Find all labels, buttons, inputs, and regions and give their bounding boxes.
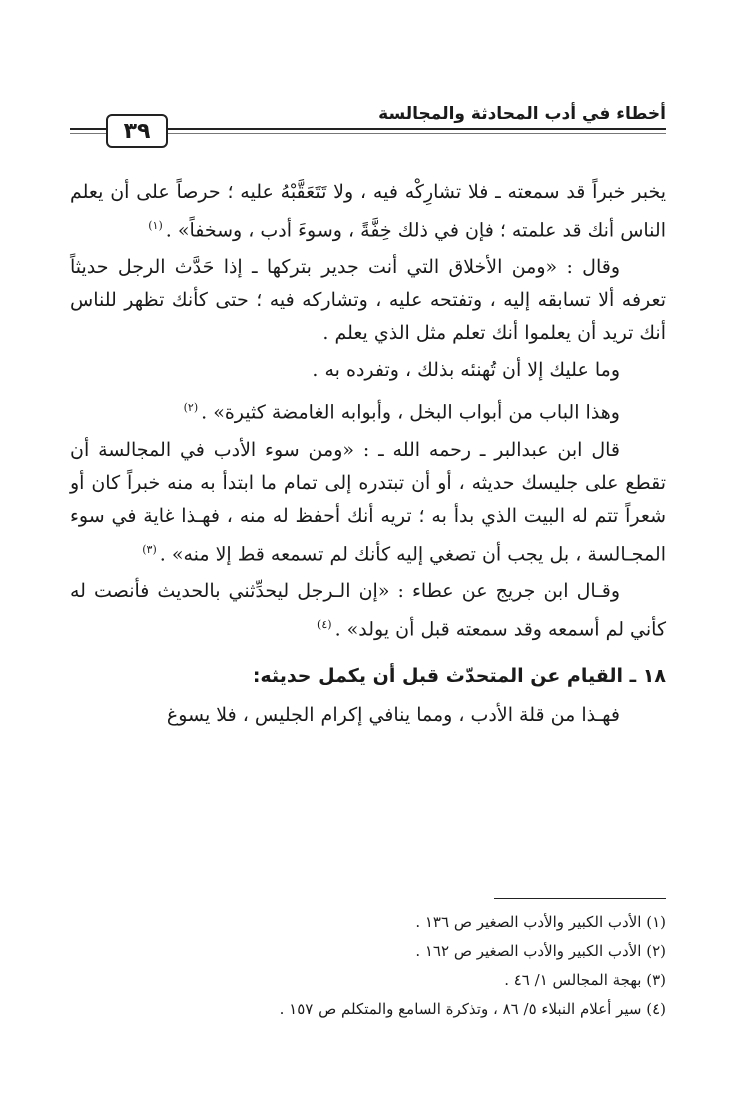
- paragraph: [70, 434, 666, 571]
- footnote-marker: (٢): [183, 401, 199, 415]
- page-body: [70, 176, 666, 736]
- paragraph-text: وقـال ابن جريج عن عطاء : «إن الـرجل ليحدِّثني بالحديث فأنصت له كأني لم أسمعه وقد سمعته قبل أن يولد» .: [70, 579, 666, 641]
- paragraph: [70, 354, 666, 387]
- paragraph: [70, 176, 666, 247]
- section-heading: ١٨ ـ القيام عن المتحدّث قبل أن يكمل حديثه:: [252, 665, 666, 688]
- footnote: (٤) سير أعلام النبلاء ٥/ ٨٦ ، وتذكرة السامع والمتكلم ص ١٥٧ .: [279, 1000, 666, 1018]
- footnote-marker: (٣): [142, 542, 157, 556]
- paragraph: [70, 575, 666, 646]
- footnote-marker: (١): [148, 219, 163, 232]
- footnote-separator: [494, 898, 666, 899]
- page-header: [70, 92, 666, 162]
- footnote: (١) الأدب الكبير والأدب الصغير ص ١٣٦ .: [415, 913, 666, 931]
- page-number: ٣٩: [106, 114, 168, 148]
- paragraph-text: يخبر خبراً قد سمعته ـ فلا تشارِكْه فيه ، ولا تَتَعَقَّبْهُ عليه ؛ حرصاً على أن يعلم الناس أنك قد علمته ؛ فإن في ذلك خِفَّةً ، وسوءَ أدب ، وسخفاً» .: [70, 181, 666, 242]
- paragraph-text: وهذا الباب من أبواب البخل ، وأبوابه الغامضة كثيرة» .: [201, 401, 620, 424]
- footnote: (٢) الأدب الكبير والأدب الصغير ص ١٦٢ .: [415, 942, 666, 960]
- paragraph: [70, 391, 666, 429]
- paragraph-text: وما عليك إلا أن تُهنئه بذلك ، وتفرده به .: [312, 359, 620, 382]
- paragraph: [70, 699, 666, 732]
- paragraph-text: قال ابن عبدالبر ـ رحمه الله ـ : «ومن سوء الأدب في المجالسة أن تقطع على جليسك حديثه ، أو أن تبتدره إلى تمام ما ابتدأ به منه خبراً كان أو شعراً تتم له البيت الذي بدأ به ؛ تريه أنك أحفظ له منه ، فهـذا غاية في سوء المجـالسة ، بل يجب أن تصغي إليه كأنك لم تسمعه قط إلا منه» .: [70, 438, 667, 565]
- paragraph-text: فهـذا من قلة الأدب ، ومما ينافي إكرام الجليس ، فلا يسوغ: [166, 704, 620, 727]
- footnotes: [70, 908, 666, 1024]
- running-title: أخطاء في أدب المحادثة والمجالسة: [378, 104, 666, 124]
- paragraph-text: وقال : «ومن الأخلاق التي أنت جدير بتركها ـ إذا حَدَّث الرجل حديثاً تعرفه ألا تسابقه إليه ، وتفتحه عليه ، وتشاركه فيه ؛ حتى كأنك تظهر للناس أنك تريد أن يعلموا أنك تعلم مثل الذي يعلم .: [70, 256, 666, 345]
- footnote: (٣) بهجة المجالس ١/ ٤٦ .: [504, 971, 666, 989]
- footnote-marker: (٤): [317, 617, 332, 631]
- paragraph: [70, 251, 666, 350]
